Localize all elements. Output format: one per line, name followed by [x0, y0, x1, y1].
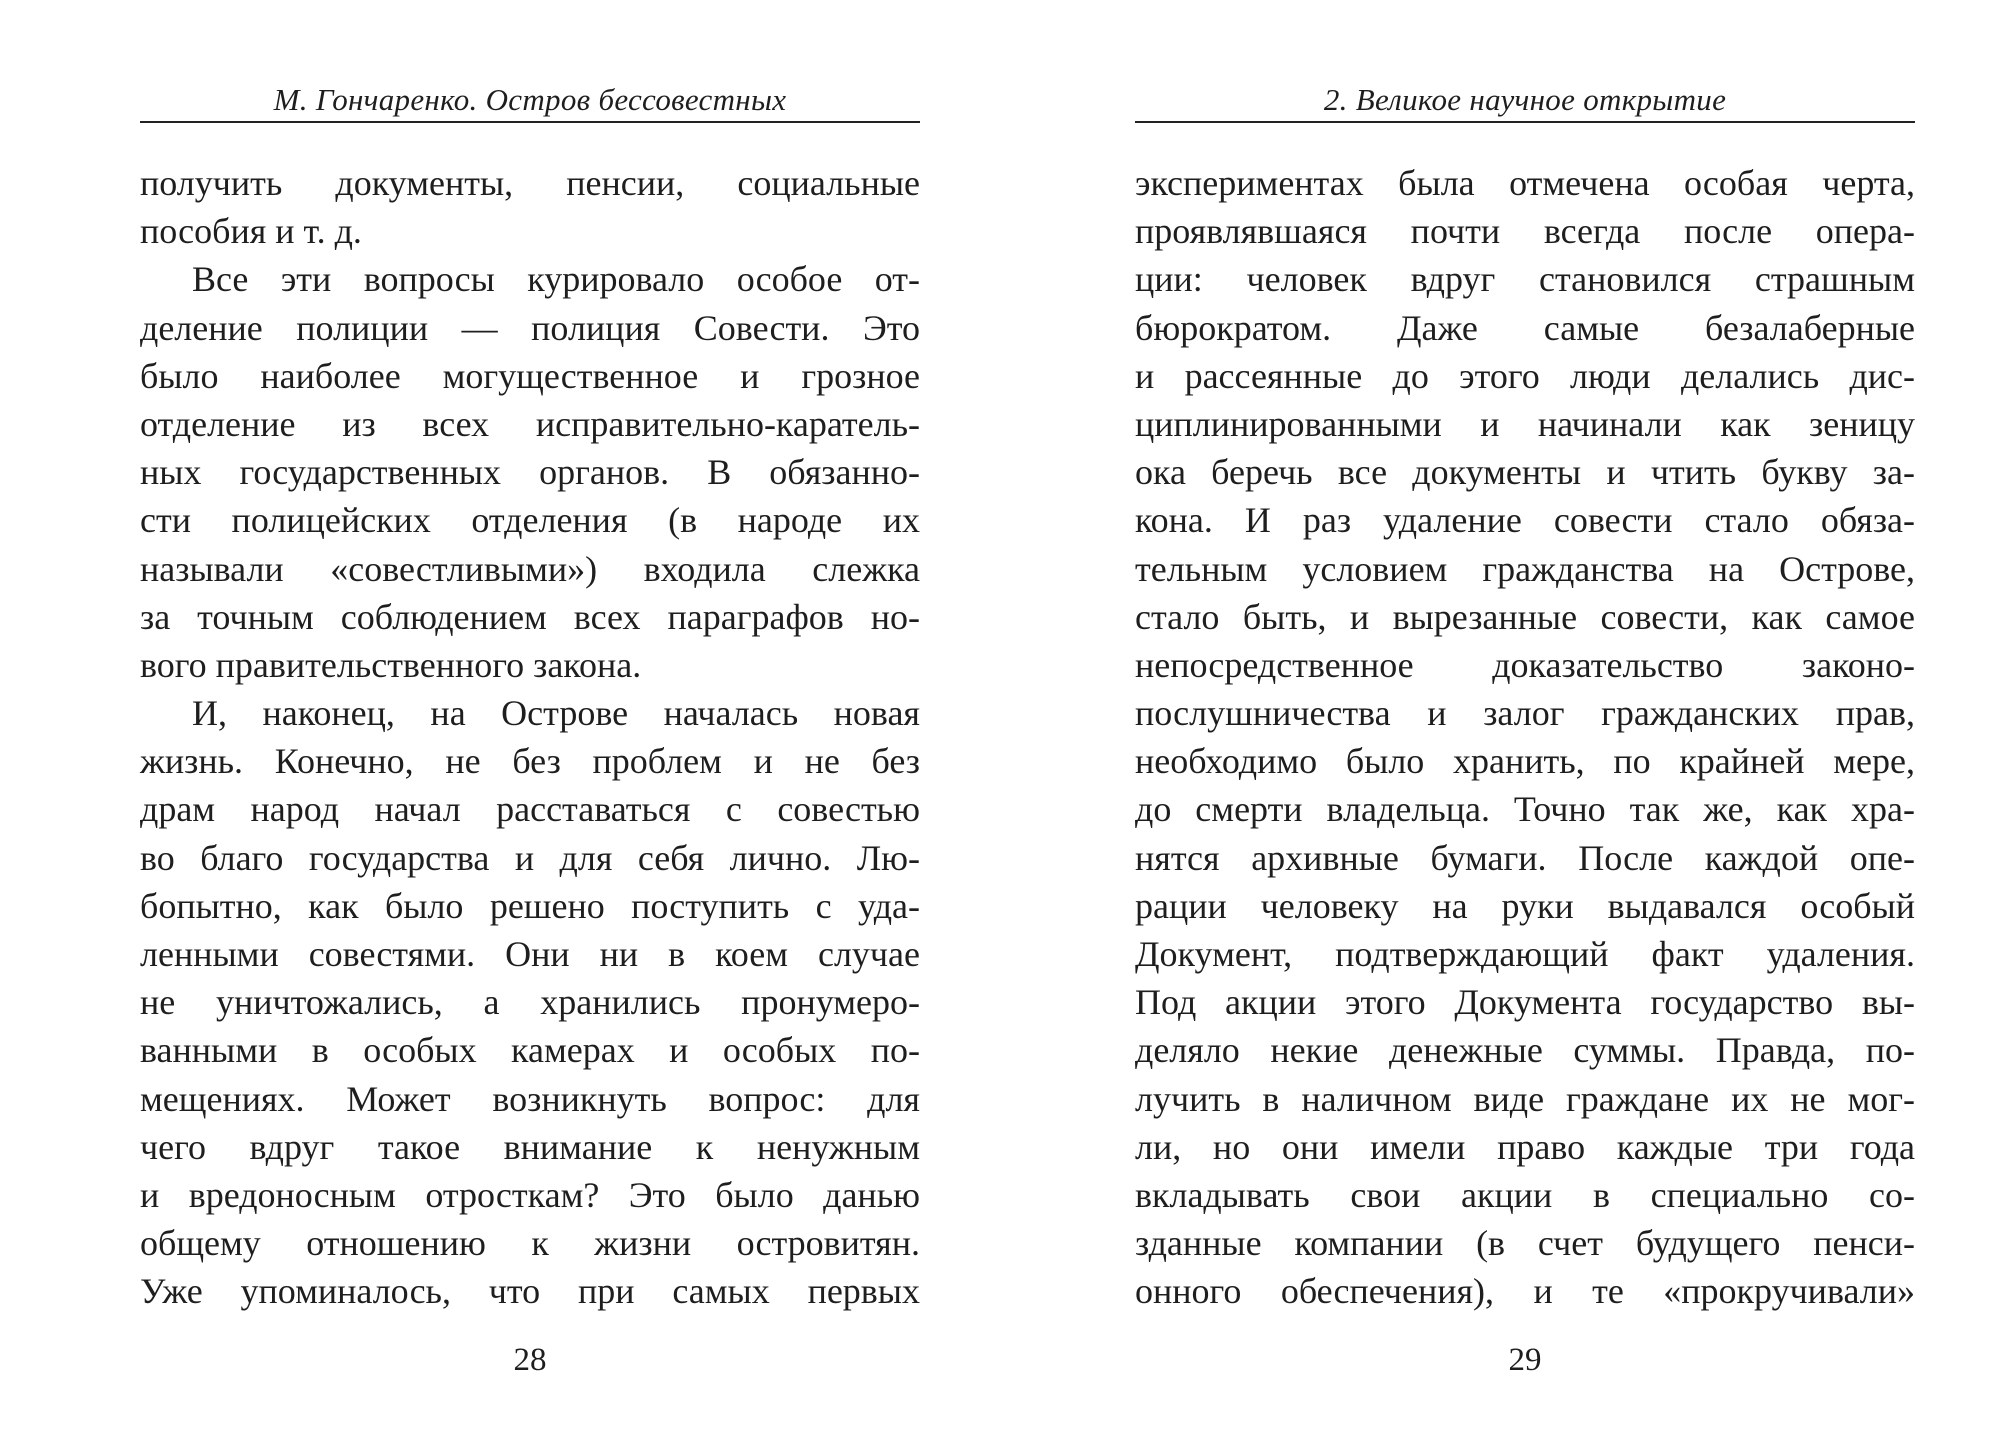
right-body-text [1135, 159, 1915, 1316]
text-line: циплинированными и начинали как зеницу [1135, 403, 1915, 444]
text-line: тельным условием гражданства на Острове, [1135, 548, 1915, 589]
text-line: пособия и т. д. [140, 211, 362, 252]
text-line: кона. И раз удаление совести стало обяза- [1135, 500, 1915, 541]
text-line: отделение из всех исправительно-каратель- [140, 403, 920, 444]
text-line: вого правительственного закона. [140, 644, 642, 685]
text-line: ока беречь все документы и чтить букву за- [1135, 452, 1915, 493]
text-line: И, наконец, на Острове началась новая [192, 693, 920, 734]
text-line: ных государственных органов. В обязанно- [140, 452, 920, 493]
text-line: Под акции этого Документа государство вы- [1135, 982, 1915, 1023]
text-line: Все эти вопросы курировало особое от- [192, 259, 920, 300]
left-page [130, 0, 930, 1439]
text-line: зданные компании (в счет будущего пенси- [1135, 1223, 1915, 1264]
text-line: называли «совестливыми») входила слежка [140, 548, 920, 589]
text-line: проявлявшаяся почти всегда после опера- [1135, 211, 1915, 252]
right-header-rule [1135, 121, 1915, 123]
text-line: деление полиции — полиция Совести. Это [140, 307, 920, 348]
text-line: рации человеку на руки выдавался особый [1135, 885, 1915, 926]
text-line: жизнь. Конечно, не без проблем и не без [140, 741, 920, 782]
text-line: лучить в наличном виде граждане их не мог- [1135, 1078, 1915, 1119]
text-line: деляло некие денежные суммы. Правда, по- [1135, 1030, 1915, 1071]
text-line: было наиболее могущественное и грозное [140, 355, 920, 396]
text-line: во благо государства и для себя лично. Лю- [140, 837, 920, 878]
text-line: драм народ начал расставаться с совестью [140, 789, 920, 830]
left-header-rule [140, 121, 920, 123]
text-line: Документ, подтверждающий факт удаления. [1135, 934, 1915, 974]
text-line: вкладывать свои акции в специально со- [1135, 1174, 1915, 1215]
text-line: послушничества и залог гражданских прав, [1135, 693, 1915, 734]
text-line: экспериментах была отмечена особая черта, [1135, 163, 1915, 203]
text-line: Уже упоминалось, что при самых первых [140, 1271, 920, 1312]
text-line: непосредственное доказательство законо- [1135, 644, 1915, 685]
text-line: бюрократом. Даже самые безалаберные [1135, 307, 1915, 348]
right-page-number: 29 [1508, 1342, 1542, 1378]
text-line: и вредоносным отросткам? Это было данью [140, 1174, 920, 1215]
text-line: необходимо было хранить, по крайней мере, [1135, 741, 1915, 782]
text-line: ванными в особых камерах и особых по- [140, 1030, 920, 1071]
text-line: общему отношению к жизни островитян. [140, 1223, 920, 1264]
text-line: ли, но они имели право каждые три года [1135, 1126, 1915, 1167]
text-line: не уничтожались, а хранились пронумеро- [140, 982, 920, 1023]
text-line: получить документы, пенсии, социальные [140, 163, 920, 203]
text-line: за точным соблюдением всех параграфов но- [140, 596, 920, 637]
text-line: ции: человек вдруг становился страшным [1135, 259, 1915, 300]
right-page [1125, 0, 1925, 1439]
text-line: стало быть, и вырезанные совести, как самое [1135, 596, 1915, 637]
text-line: и рассеянные до этого люди делались дис- [1135, 355, 1915, 396]
text-line: чего вдруг такое внимание к ненужным [140, 1126, 920, 1167]
text-line: мещениях. Может возникнуть вопрос: для [140, 1078, 920, 1119]
text-line: сти полицейских отделения (в народе их [140, 500, 920, 541]
text-line: ленными совестями. Они ни в коем случае [140, 934, 920, 974]
text-line: до смерти владельца. Точно так же, как хра- [1135, 789, 1915, 830]
text-line: нятся архивные бумаги. После каждой опе- [1135, 837, 1915, 878]
left-body-text [140, 159, 920, 1316]
left-page-number: 28 [513, 1342, 547, 1378]
text-line: онного обеспечения), и те «прокручивали» [1135, 1271, 1915, 1312]
left-running-header: М. Гончаренко. Остров бессовестных [273, 82, 787, 117]
right-running-header: 2. Великое научное открытие [1323, 82, 1727, 117]
text-line: бопытно, как было решено поступить с уда- [140, 885, 920, 926]
